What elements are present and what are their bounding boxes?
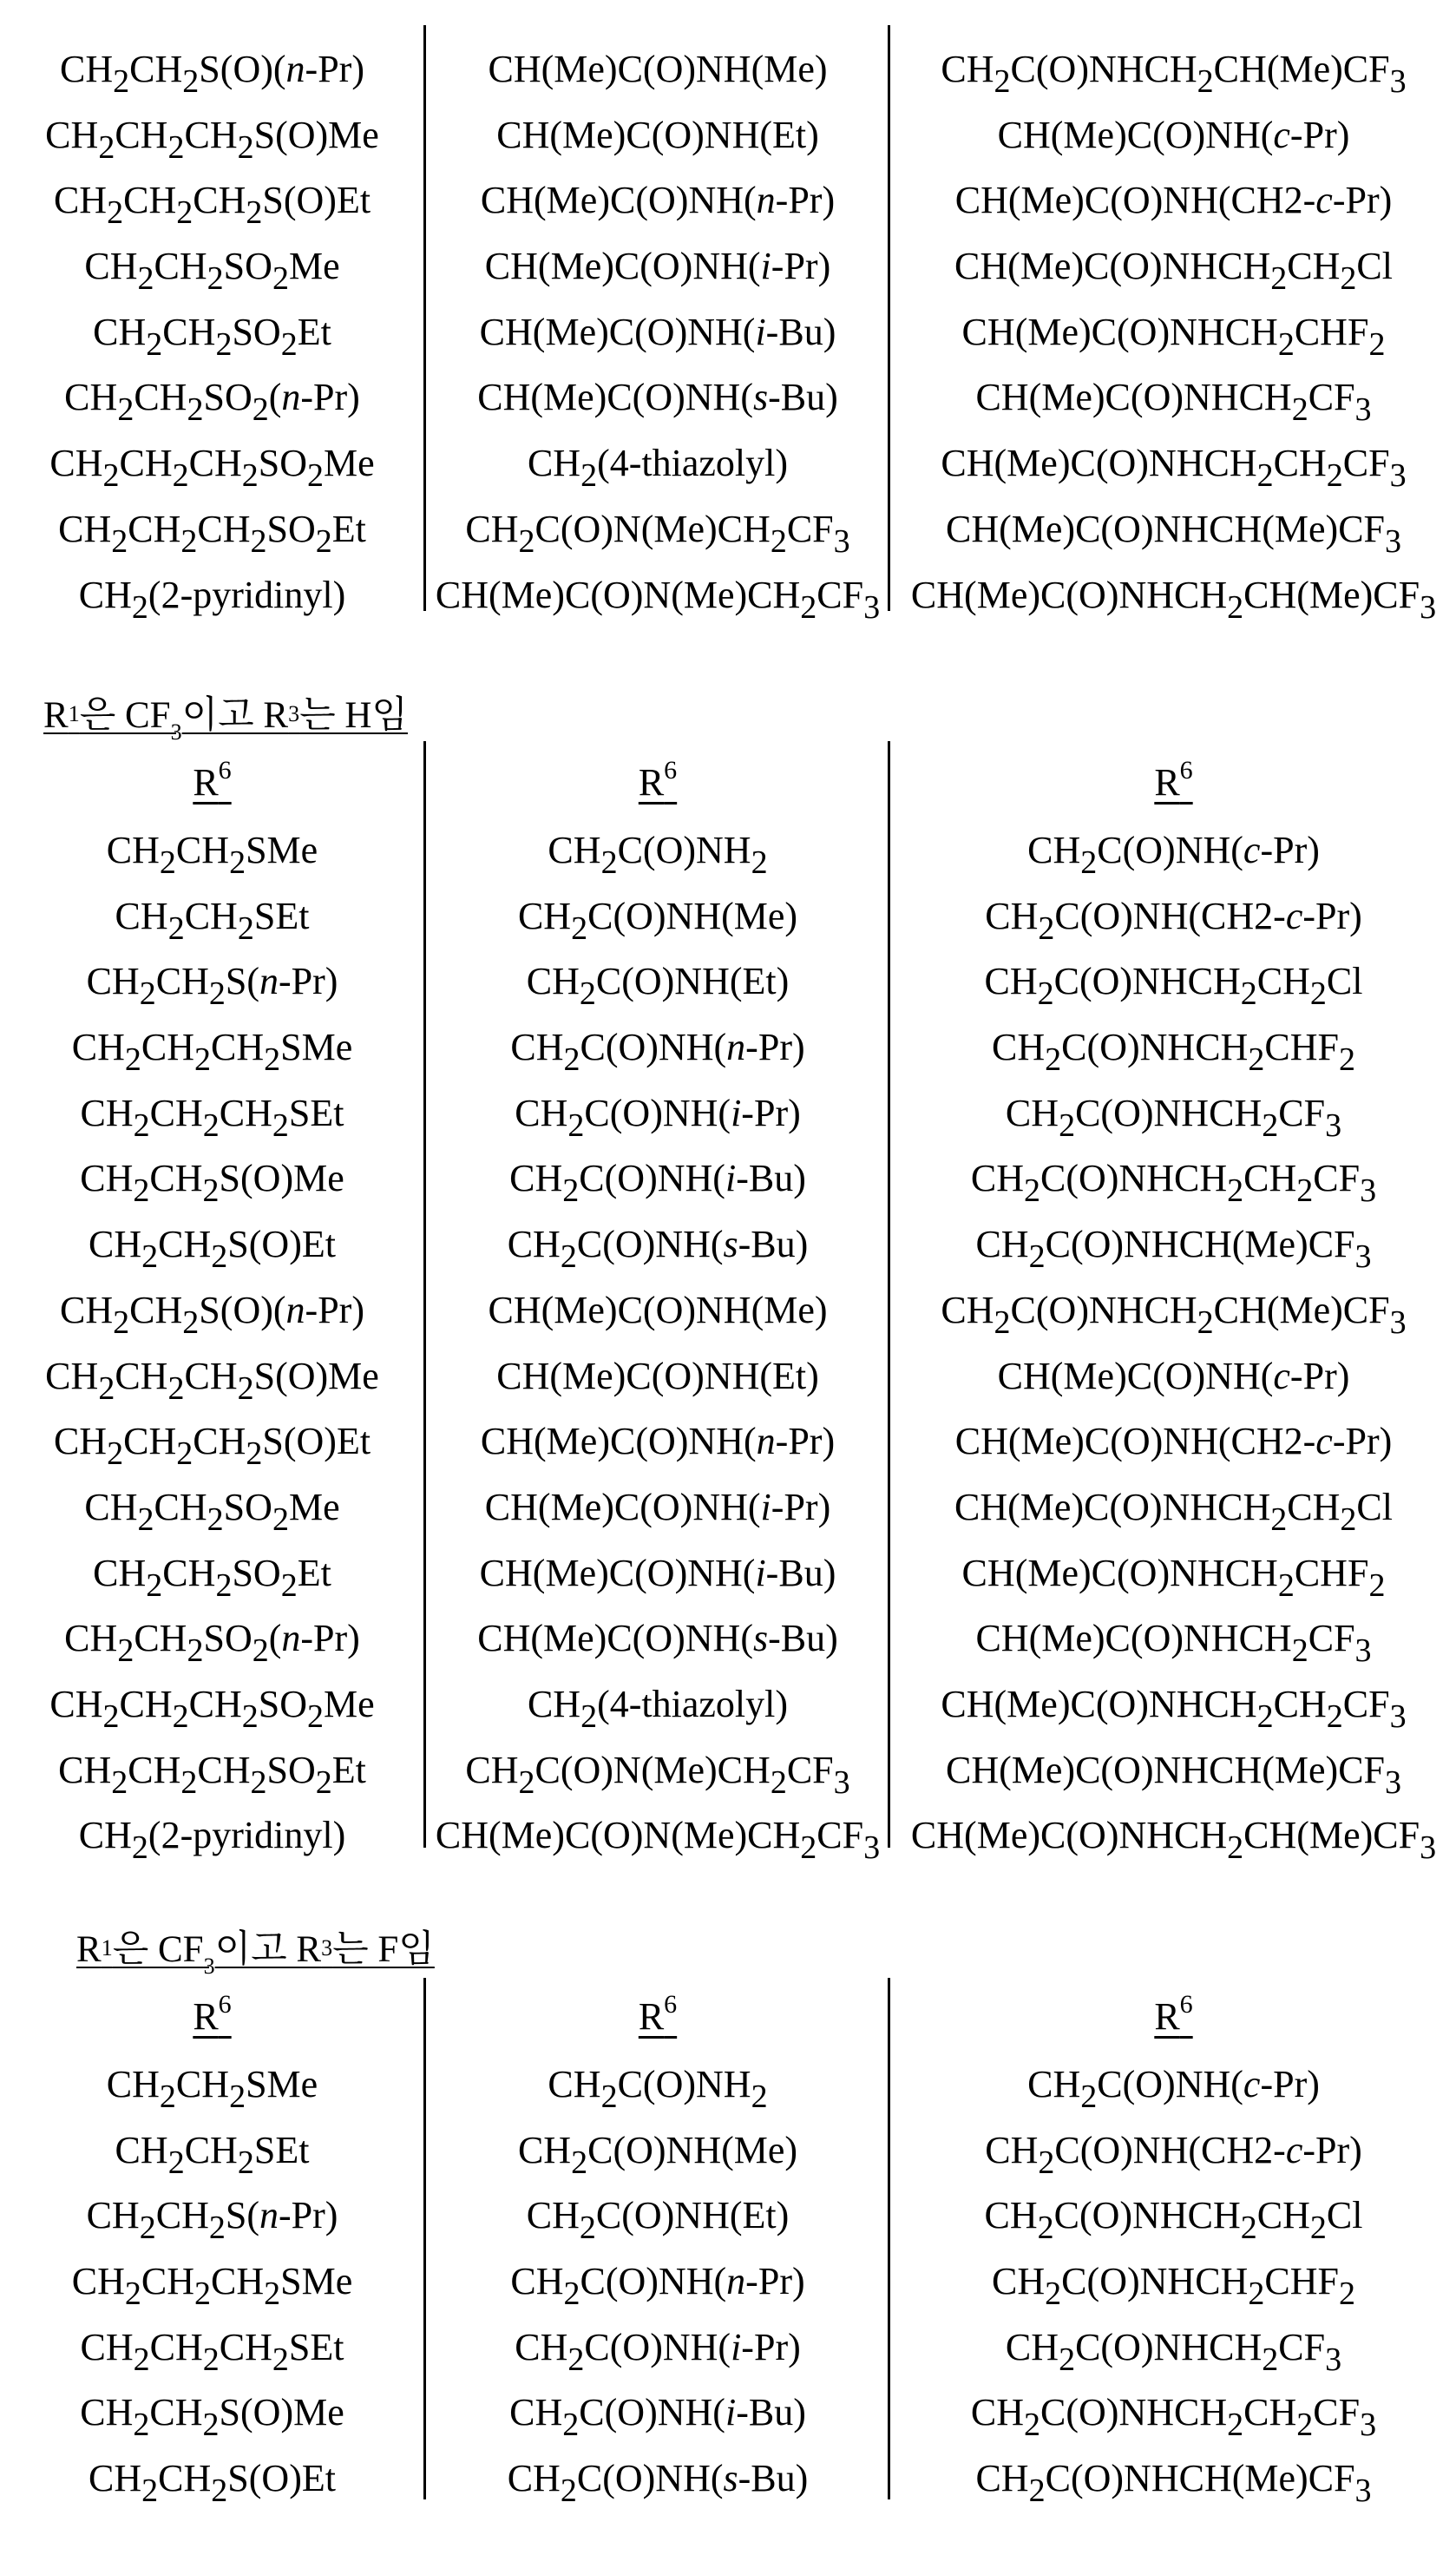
column-divider — [423, 1978, 426, 2499]
heading-text: 는 H임 — [299, 695, 408, 736]
table-cell: $CH_2CH_2S(n-Pr)$ — [86, 960, 338, 1013]
table-cell: CH(Me)C(O)NH(i-Bu) — [479, 310, 836, 353]
table-cell: $CH_2CH_2SO_2(n-Pr)$ — [64, 1617, 360, 1670]
column-header-r6: $R^6$ — [1154, 756, 1193, 804]
table-cell: $CH_2CH_2CH_2SEt$ — [80, 2325, 344, 2378]
table-cell: CH(Me)C(O)NH(Et) — [496, 1354, 819, 1397]
column-divider — [888, 25, 890, 611]
table-cell: $CH_2CH_2CH_2SEt$ — [80, 1091, 344, 1144]
table-cell: $CH_2C(O)NHCH_2CH_2Cl$ — [984, 960, 1363, 1013]
table-cell: $CH_2C(O)NH_2$ — [548, 2063, 768, 2115]
table-column-1 — [0, 1982, 424, 2512]
table-cell: $CH_2C(O)NH(c-Pr)$ — [1027, 829, 1320, 881]
table-cell: $CH_2C(O)NHCH_2CHF_2$ — [992, 2260, 1355, 2313]
table-cell: $CH_2C(O)NH(n-Pr)$ — [510, 1026, 805, 1079]
table-cell: CH(Me)C(O)NH(i-Pr) — [484, 245, 831, 288]
table-cell: $CH(Me)C(O)NHCH(Me)CF_3$ — [945, 507, 1402, 560]
table-cell: $CH_2C(O)NHCH_2CH_2CF_3$ — [970, 2391, 1377, 2444]
heading-text: 은 CF — [112, 1929, 204, 1970]
table-cell: $CH_2CH_2CH_2S(O)Et$ — [53, 179, 371, 232]
table-cell: $CH(Me)C(O)NHCH_2CH_2Cl$ — [954, 245, 1393, 298]
table-cell: CH(Me)C(O)NH(n-Pr) — [480, 1420, 836, 1463]
heading-r1: R — [43, 695, 69, 736]
table-cell: $CH_2(2-pyridinyl)$ — [78, 1814, 346, 1867]
table-cell: $CH_2CH_2SEt$ — [115, 894, 310, 947]
table-cell: $CH(Me)C(O)NHCH_2CF_3$ — [975, 1617, 1372, 1670]
table-cell: CH(Me)C(O)NH(s-Bu) — [477, 1617, 838, 1660]
table-cell: $CH_2CH_2S(O)(n-Pr)$ — [60, 1288, 364, 1341]
table-cell: $CH_2CH_2CH_2SMe$ — [71, 2260, 353, 2313]
table-cell: CH(Me)C(O)NH(i-Pr) — [484, 1485, 831, 1528]
column-header-r6: $R^6$ — [638, 1990, 678, 2038]
table-cell: $CH_2C(O)NH_2$ — [548, 829, 768, 881]
heading-subscript: 3 — [170, 719, 182, 745]
table-cell: $CH_2CH_2SO_2Me$ — [84, 1485, 340, 1538]
table-cell: CH(Me)C(O)NH(CH2-c-Pr) — [954, 179, 1393, 222]
table-cell: $CH_2CH_2CH_2S(O)Me$ — [45, 1354, 379, 1407]
table-cell: $CH_2C(O)NHCH(Me)CF_3$ — [975, 1223, 1372, 1276]
table-cell: CH(Me)C(O)NH(Me) — [488, 48, 828, 90]
table-cell: $CH(Me)C(O)NHCH_2CHF_2$ — [961, 310, 1386, 363]
table-column-3 — [891, 36, 1456, 627]
column-divider — [423, 25, 426, 611]
heading-text: 은 CF — [79, 695, 171, 736]
table-cell: $CH_2C(O)N(Me)CH_2CF_3$ — [465, 1748, 850, 1801]
table-cell: $CH_2C(O)NH(Et)$ — [526, 960, 790, 1013]
table-cell: $CH_2C(O)NHCH_2CF_3$ — [1005, 2325, 1342, 2378]
table-cell: $CH_2C(O)NH(i-Pr)$ — [515, 2325, 801, 2378]
table-cell: $CH_2C(O)NHCH_2CF_3$ — [1005, 1091, 1342, 1144]
table-cell: $CH_2CH_2SO_2Me$ — [84, 245, 340, 298]
table-cell: $CH_2C(O)NH(s-Bu)$ — [507, 2457, 809, 2510]
table-cell: $CH_2C(O)NHCH_2CH_2CF_3$ — [970, 1157, 1377, 1210]
table-cell: $CH_2C(O)NH(Et)$ — [526, 2194, 790, 2247]
table-cell: $CH_2(4-thiazolyl)$ — [527, 442, 789, 495]
table-cell: CH(Me)C(O)NH(CH2-c-Pr) — [954, 1420, 1393, 1463]
table-cell: $CH(Me)C(O)NHCH_2CF_3$ — [975, 376, 1372, 429]
table-cell: $CH_2CH_2SO_2Et$ — [93, 1551, 331, 1604]
table-column-1 — [0, 748, 424, 1869]
heading-text: 는 F임 — [332, 1929, 435, 1970]
table-cell: $CH_2C(O)NH(Me)$ — [517, 894, 798, 947]
table-cell: $CH(Me)C(O)NHCH_2CH_2CF_3$ — [941, 442, 1407, 495]
table-cell: $CH_2CH_2S(O)(n-Pr)$ — [60, 48, 364, 100]
table-cell: $CH_2C(O)NH(i-Bu)$ — [509, 1157, 806, 1210]
table-cell: $CH_2C(O)NH(i-Pr)$ — [515, 1091, 801, 1144]
column-header-r6: $R^6$ — [1154, 1990, 1193, 2038]
table-cell: $CH_2CH_2CH_2SO_2Me$ — [49, 442, 375, 495]
table-cell: $CH_2CH_2S(n-Pr)$ — [86, 2194, 338, 2247]
table-cell: $CH_2C(O)NH(s-Bu)$ — [507, 1223, 809, 1276]
column-divider — [888, 741, 890, 1848]
table-column-3 — [891, 748, 1456, 1869]
table-cell: $CH_2CH_2CH_2SO_2Me$ — [49, 1682, 375, 1735]
table-cell: $CH_2C(O)NH(Me)$ — [517, 2128, 798, 2181]
section-heading — [76, 1928, 435, 1979]
table-cell: $CH_2CH_2CH_2S(O)Me$ — [45, 113, 379, 166]
table-cell: CH(Me)C(O)NH(c-Pr) — [997, 1354, 1350, 1397]
table-cell: $CH_2C(O)NHCH_2CH(Me)CF_3$ — [941, 48, 1407, 100]
section-heading — [43, 694, 408, 745]
table-cell: $CH_2C(O)NH(n-Pr)$ — [510, 2260, 805, 2313]
heading-text: 이고 R — [181, 695, 289, 736]
table-cell: $CH_2C(O)NH(c-Pr)$ — [1027, 2063, 1320, 2115]
table-cell: $CH_2CH_2SMe$ — [106, 829, 318, 881]
table-cell: CH(Me)C(O)NH(i-Bu) — [479, 1551, 836, 1594]
table-cell: $CH_2CH_2S(O)Et$ — [89, 1223, 336, 1276]
table-cell: $CH(Me)C(O)NHCH_2CH(Me)CF_3$ — [910, 1814, 1437, 1867]
table-cell: $CH_2(2-pyridinyl)$ — [78, 573, 346, 626]
table-cell: $CH_2CH_2SEt$ — [115, 2128, 310, 2181]
table-column-2 — [427, 748, 889, 1869]
table-cell: CH(Me)C(O)NH(n-Pr) — [480, 179, 836, 222]
heading-subscript: 3 — [203, 1954, 215, 1979]
table-cell: CH(Me)C(O)NH(c-Pr) — [997, 113, 1350, 156]
table-cell: $CH(Me)C(O)N(Me)CH_2CF_3$ — [435, 573, 881, 626]
table-cell: $CH_2CH_2SO_2Et$ — [93, 310, 331, 363]
table-cell: $CH(Me)C(O)N(Me)CH_2CF_3$ — [435, 1814, 881, 1867]
heading-r1-superscript: 1 — [101, 1935, 113, 1960]
column-header-r6: $R^6$ — [638, 756, 678, 804]
table-cell: $CH_2CH_2CH_2S(O)Et$ — [53, 1420, 371, 1473]
table-column-2 — [427, 1982, 889, 2512]
table-cell: $CH_2CH_2CH_2SMe$ — [71, 1026, 353, 1079]
table-cell: $CH_2C(O)NHCH_2CH(Me)CF_3$ — [941, 1288, 1407, 1341]
table-cell: $CH_2CH_2S(O)Et$ — [89, 2457, 336, 2510]
table-cell: $CH_2(4-thiazolyl)$ — [527, 1682, 789, 1735]
table-cell: $CH_2C(O)NHCH(Me)CF_3$ — [975, 2457, 1372, 2510]
table-cell: $CH(Me)C(O)NHCH_2CH(Me)CF_3$ — [910, 573, 1437, 626]
table-cell: $CH(Me)C(O)NHCH_2CHF_2$ — [961, 1551, 1386, 1604]
table-column-1 — [0, 36, 424, 627]
table-cell: $CH_2C(O)N(Me)CH_2CF_3$ — [465, 507, 850, 560]
table-cell: $CH_2C(O)NH(i-Bu)$ — [509, 2391, 806, 2444]
column-header-r6: $R^6$ — [193, 756, 232, 804]
heading-r3-superscript: 3 — [288, 701, 300, 726]
column-header-r6: $R^6$ — [193, 1990, 232, 2038]
column-divider — [423, 741, 426, 1848]
table-cell: $CH_2CH_2CH_2SO_2Et$ — [58, 1748, 366, 1801]
table-cell: $CH_2CH_2CH_2SO_2Et$ — [58, 507, 366, 560]
table-column-3 — [891, 1982, 1456, 2512]
heading-text: 이고 R — [214, 1929, 322, 1970]
table-cell: $CH_2C(O)NHCH_2CHF_2$ — [992, 1026, 1355, 1079]
table-cell: $CH_2CH_2SO_2(n-Pr)$ — [64, 376, 360, 429]
heading-r1-superscript: 1 — [68, 701, 80, 726]
table-cell: CH(Me)C(O)NH(Me) — [488, 1288, 828, 1331]
table-column-2 — [427, 36, 889, 627]
heading-r1: R — [76, 1929, 102, 1970]
table-cell: $CH_2CH_2S(O)Me$ — [80, 2391, 344, 2444]
table-cell: $CH_2CH_2SMe$ — [106, 2063, 318, 2115]
table-cell: $CH(Me)C(O)NHCH_2CH_2CF_3$ — [941, 1682, 1407, 1735]
table-cell: CH(Me)C(O)NH(s-Bu) — [477, 376, 838, 419]
table-cell: CH(Me)C(O)NH(Et) — [496, 113, 819, 156]
table-cell: $CH_2CH_2S(O)Me$ — [80, 1157, 344, 1210]
table-cell: $CH_2C(O)NH(CH2-c-Pr)$ — [985, 894, 1362, 947]
column-divider — [888, 1978, 890, 2499]
table-cell: $CH_2C(O)NHCH_2CH_2Cl$ — [984, 2194, 1363, 2247]
table-cell: $CH(Me)C(O)NHCH_2CH_2Cl$ — [954, 1485, 1393, 1538]
table-cell: $CH(Me)C(O)NHCH(Me)CF_3$ — [945, 1748, 1402, 1801]
table-cell: $CH_2C(O)NH(CH2-c-Pr)$ — [985, 2128, 1362, 2181]
heading-r3-superscript: 3 — [321, 1935, 333, 1960]
